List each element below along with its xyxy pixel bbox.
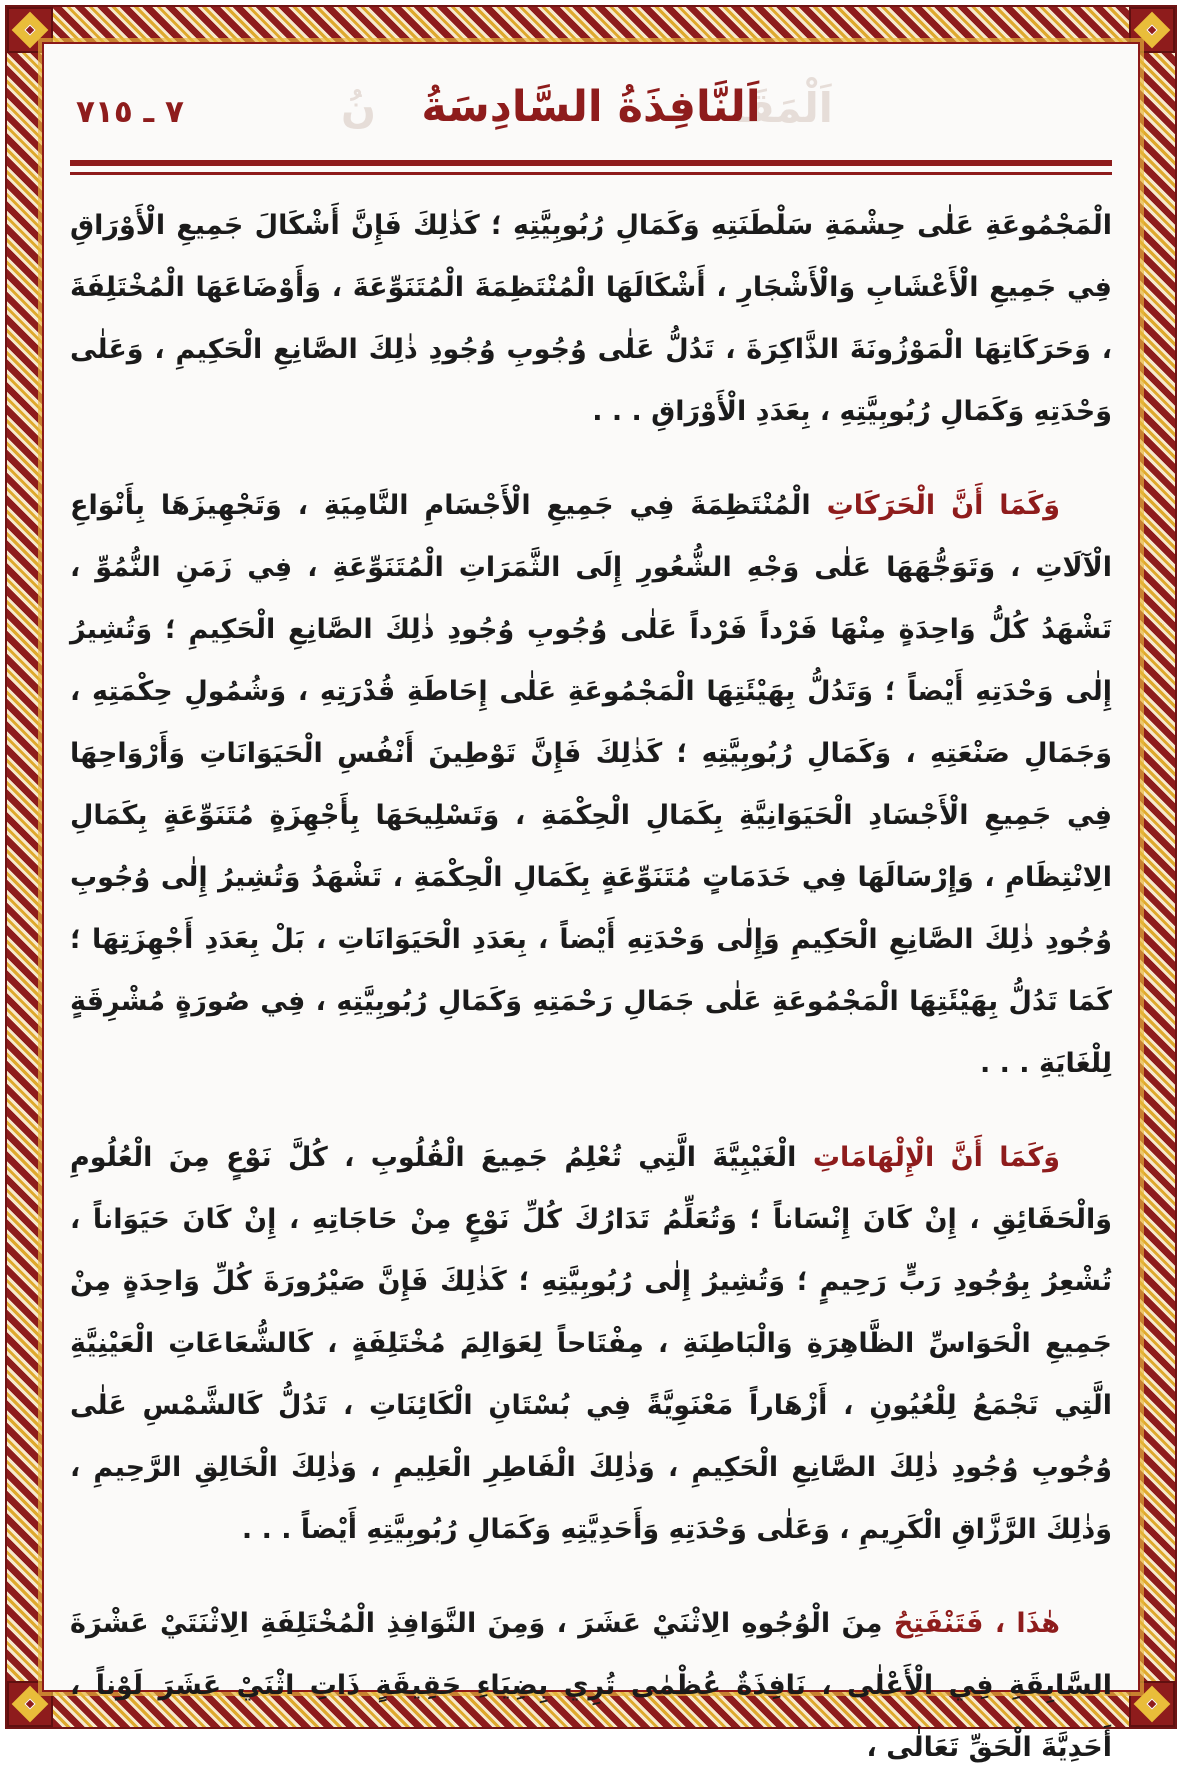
paragraph-text: الْمُنْتَظِمَةَ فِي جَمِيعِ الْأَجْسَامِ النَّامِيَةِ ، وَتَجْهِيزَهَا بِأَنْوَاعِ الْآلَاتِ ، وَتَوَجُّهَهَا عَلٰى وَجْهِ الشُّعُورِ إِلَى الثَّمَرَاتِ الْمُتَنَوِّعَةِ ، فِي زَمَنِ النُّمُوِّ ، تَشْهَدُ كُلُّ وَاحِدَةٍ مِنْهَا فَرْداً فَرْداً عَلٰى وُجُوبِ وُجُودِ ذٰلِكَ الصَّانِعِ الْحَكِيمِ ؛ وَتُشِيرُ إِلٰى وَحْدَتِهِ أَيْضاً ؛ وَتَدُلُّ بِهَيْئَتِهَا الْمَجْمُوعَةِ عَلٰى إِحَاطَةِ قُدْرَتِهِ ، وَشُمُولِ حِكْمَتِهِ ، وَجَمَالِ صَنْعَتِهِ ، وَكَمَالِ رُبُوبِيَّتِهِ ؛ كَذٰلِكَ فَإِنَّ تَوْطِينَ أَنْفُسِ الْحَيَوَانَاتِ وَأَرْوَاحِهَا فِي جَمِيعِ الْأَجْسَادِ الْحَيَوَانِيَّةِ بِكَمَالِ الْحِكْمَةِ ، وَتَسْلِيحَهَا بِأَجْهِزَةٍ مُتَنَوِّعَةٍ بِكَمَالِ الِانْتِظَامِ ، وَإِرْسَالَهَا فِي خَدَمَاتٍ مُتَنَوِّعَةٍ بِكَمَالِ الْحِكْمَةِ ، تَشْهَدُ وَتُشِيرُ إِلٰى وُجُوبِ وُجُودِ ذٰلِكَ الصَّانِعِ الْحَكِيمِ وَإِلٰى وَحْدَتِهِ أَيْضاً ، بِعَدَدِ الْحَيَوَانَاتِ ، بَلْ بِعَدَدِ أَجْهِزَتِهَا ؛ كَمَا تَدُلُّ بِهَيْئَتِهَا الْمَجْمُوعَةِ عَلٰى جَمَالِ رَحْمَتِهِ وَكَمَالِ رُبُوبِيَّتِهِ ، فِي صُورَةٍ مُشْرِقَةٍ لِلْغَايَةِ . . . (70, 490, 1112, 1079)
paragraph-text: الْغَيْبِيَّةَ الَّتِي تُعْلِمُ جَمِيعَ الْقُلُوبِ ، كُلَّ نَوْعٍ مِنَ الْعُلُومِ وَالْحَقَائِقِ ، إِنْ كَانَ إِنْسَاناً ؛ وَتُعَلِّمُ تَدَارُكَ كُلِّ نَوْعٍ مِنْ حَاجَاتِهِ ، إِنْ كَانَ حَيَوَاناً ، تُشْعِرُ بِوُجُودِ رَبٍّ رَحِيمٍ ؛ وَتُشِيرُ إِلٰى رُبُوبِيَّتِهِ ؛ كَذٰلِكَ فَإِنَّ صَيْرُورَةَ كُلِّ وَاحِدَةٍ مِنْ جَمِيعِ الْحَوَاسِّ الظَّاهِرَةِ وَالْبَاطِنَةِ ، مِفْتَاحاً لِعَوَالِمَ مُخْتَلِفَةٍ ، كَالشُّعَاعَاتِ الْعَيْنِيَّةِ الَّتِي تَجْمَعُ لِلْعُيُونِ ، أَزْهَاراً مَعْنَوِيَّةً فِي بُسْتَانِ الْكَائِنَاتِ ، تَدُلُّ كَالشَّمْسِ عَلٰى وُجُوبِ وُجُودِ ذٰلِكَ الصَّانِعِ الْحَكِيمِ ، وَذٰلِكَ الْفَاطِرِ الْعَلِيمِ ، وَذٰلِكَ الْخَالِقِ الرَّحِيمِ ، وَذٰلِكَ الرَّزَّاقِ الْكَرِيمِ ، وَعَلٰى وَحْدَتِهِ وَأَحَدِيَّتِهِ وَكَمَالِ رُبُوبِيَّتِهِ أَيْضاً . . . (70, 1142, 1112, 1545)
paragraph-lead: وَكَمَا أَنَّ الْحَرَكَاتِ (826, 490, 1060, 521)
paragraph-lead: هٰذَا ، فَتَنْفَتِحُ (893, 1608, 1060, 1639)
page (42, 42, 1140, 1763)
paragraph-text: الْمَجْمُوعَةِ عَلٰى حِشْمَةِ سَلْطَنَتِهِ وَكَمَالِ رُبُوبِيَّتِهِ ؛ كَذٰلِكَ فَإِنَّ أَشْكَالَ جَمِيعِ الْأَوْرَاقِ فِي جَمِيعِ الْأَعْشَابِ وَالْأَشْجَارِ ، أَشْكَالَهَا الْمُنْتَظِمَةَ الْمُتَنَوِّعَةَ ، وَأَوْضَاعَهَا الْمُخْتَلِفَةَ ، وَحَرَكَاتِهَا الْمَوْزُونَةَ الذَّاكِرَةَ ، تَدُلُّ عَلٰى وُجُوبِ وُجُودِ ذٰلِكَ الصَّانِعِ الْحَكِيمِ ، وَعَلٰى وَحْدَتِهِ وَكَمَالِ رُبُوبِيَّتِهِ ، بِعَدَدِ الْأَوْرَاقِ . . . (70, 210, 1112, 427)
body-text (70, 195, 1112, 1779)
paragraph-lead: وَكَمَا أَنَّ الْإِلْهَامَاتِ (812, 1142, 1060, 1173)
header-rule (70, 160, 1112, 175)
watermark-fragment-right: اَلْمَقَا (731, 84, 833, 132)
paragraph-text: مِنَ الْوُجُوهِ الِاثْنَيْ عَشَرَ ، وَمِنَ النَّوَافِذِ الْمُخْتَلِفَةِ الِاثْنَتَيْ عَشْرَةَ السَّابِقَةِ فِي الْأَعْلٰى ، نَافِذَةٌ عُظْمٰى تُرِي بِضِيَاءِ حَقِيقَةٍ ذَاتِ اثْنَيْ عَشَرَ لَوْناً ، أَحَدِيَّةَ الْحَقِّ تَعَالٰى ، (70, 1608, 1112, 1763)
paragraph (70, 1593, 1112, 1779)
page-header (70, 72, 1112, 150)
paragraph (70, 475, 1112, 1095)
page-number: ٧ ـ ٧١٥ (76, 94, 184, 130)
paragraph (70, 1127, 1112, 1561)
chapter-title: اَلنَّافِذَةُ السَّادِسَةُ (421, 82, 761, 132)
paragraph (70, 195, 1112, 443)
watermark-fragment-left: نُ (341, 84, 376, 132)
